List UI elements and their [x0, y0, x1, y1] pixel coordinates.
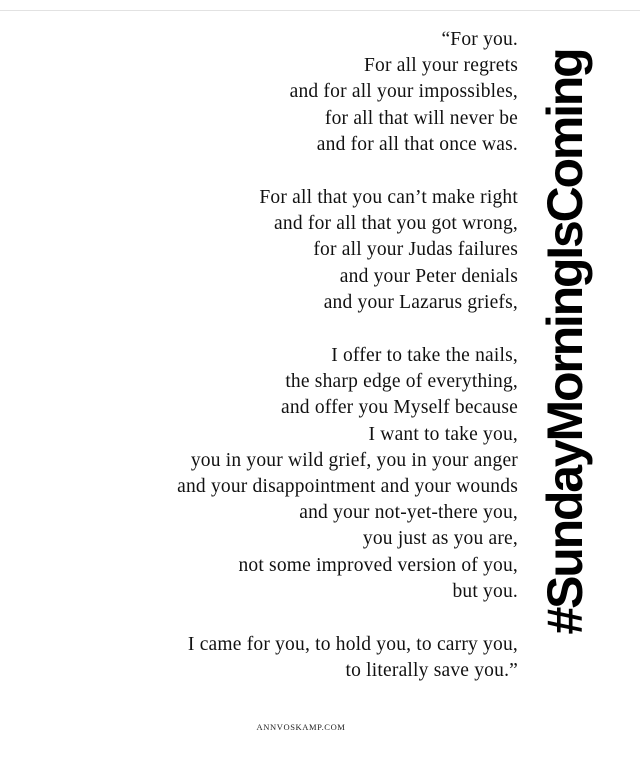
poem-stanza	[177, 185, 518, 316]
poem-line: to literally save you.”	[345, 660, 518, 682]
top-divider	[0, 10, 640, 11]
poem-line: for all that will never be	[324, 107, 518, 129]
poem-stanza	[177, 632, 518, 684]
poem-line: you just as you are,	[362, 528, 518, 550]
poem-line: and for all your impossibles,	[289, 81, 518, 103]
poem-line: but you.	[452, 580, 518, 602]
poem-line: the sharp edge of everything,	[285, 371, 518, 393]
poem-line: For all that you can’t make right	[259, 187, 518, 209]
poem-line: and your not-yet-there you,	[299, 502, 518, 524]
poem-line: and your disappointment and your wounds	[177, 476, 518, 498]
poem-line: and for all that you got wrong,	[274, 213, 518, 235]
poem-stanza	[177, 27, 518, 158]
poem-stanza	[177, 343, 518, 605]
poem-line: and your Lazarus griefs,	[323, 291, 518, 313]
hashtag-banner	[538, 40, 592, 644]
poem-line: for all your Judas failures	[313, 239, 518, 261]
poem-text	[177, 27, 518, 684]
poem-line: and for all that once was.	[316, 133, 518, 155]
footer-credit: ANNVOSKAMP.COM	[256, 722, 346, 732]
poem-line: not some improved version of you,	[238, 554, 518, 576]
poem-line: I want to take you,	[368, 423, 518, 445]
poem-line: and offer you Myself because	[281, 397, 518, 419]
poem-line: “For you.	[441, 29, 518, 50]
poem-line: and your Peter denials	[339, 265, 518, 287]
poem-line: For all your regrets	[363, 55, 518, 77]
poem-line: you in your wild grief, you in your anger	[190, 449, 518, 471]
poem-line: I offer to take the nails,	[331, 345, 518, 367]
poem-line: I came for you, to hold you, to carry you,	[187, 634, 518, 656]
hashtag-text: #SundayMorningIsComing	[537, 49, 593, 635]
